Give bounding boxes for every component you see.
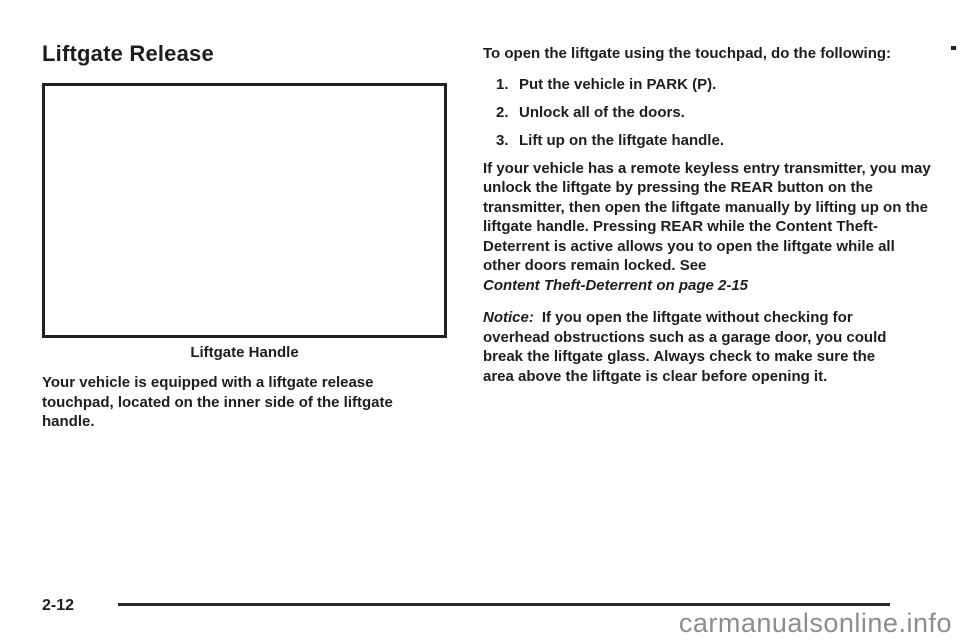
step-number: 1. — [496, 75, 509, 93]
page-number: 2-12 — [42, 597, 75, 614]
vehicle-illustration-frame — [42, 83, 447, 338]
figure-caption: Liftgate Handle — [190, 344, 299, 361]
step-number: 3. — [496, 131, 509, 149]
step-text: Lift up on the liftgate handle. — [519, 131, 724, 149]
keyless-entry-paragraph: If your vehicle has a remote keyless entry transmitter, you may unlock the liftgate by pressing the REAR button on the transmitter, then open the liftgate manually by lifting up on the liftgate handle. Pressing REAR while the Content Theft-Deterrent is active allows you to open the liftgate while all other doors remain locked. See — [483, 159, 931, 274]
watermark-text: carmanualsonline.info — [678, 608, 952, 638]
page-title: Liftgate Release — [42, 41, 214, 66]
procedure-intro: To open the liftgate using the touchpad, do the following: — [483, 45, 892, 62]
left-column-paragraph: Your vehicle is equipped with a liftgate release touchpad, located on the inner side of the liftgate handle. — [42, 374, 393, 430]
step-text: Unlock all of the doors. — [519, 103, 685, 121]
step-item — [483, 103, 933, 122]
procedure-steps — [483, 75, 933, 150]
right-column — [483, 44, 933, 386]
step-number: 2. — [496, 103, 509, 121]
scan-artifact — [951, 46, 956, 50]
step-item — [483, 75, 933, 94]
step-item — [483, 131, 933, 150]
step-text: Put the vehicle in PARK (P). — [519, 75, 717, 93]
notice-label: Notice: — [483, 309, 534, 326]
cross-reference: Content Theft-Deterrent on page 2-15 — [483, 276, 749, 294]
notice-text: If you open the liftgate without checking for overhead obstructions such as a garage door, you could break the liftgate glass. Always check to make sure the area above the liftgate is clear before opening it. — [483, 309, 887, 385]
notice-paragraph — [483, 308, 898, 386]
footer-divider — [118, 603, 890, 606]
